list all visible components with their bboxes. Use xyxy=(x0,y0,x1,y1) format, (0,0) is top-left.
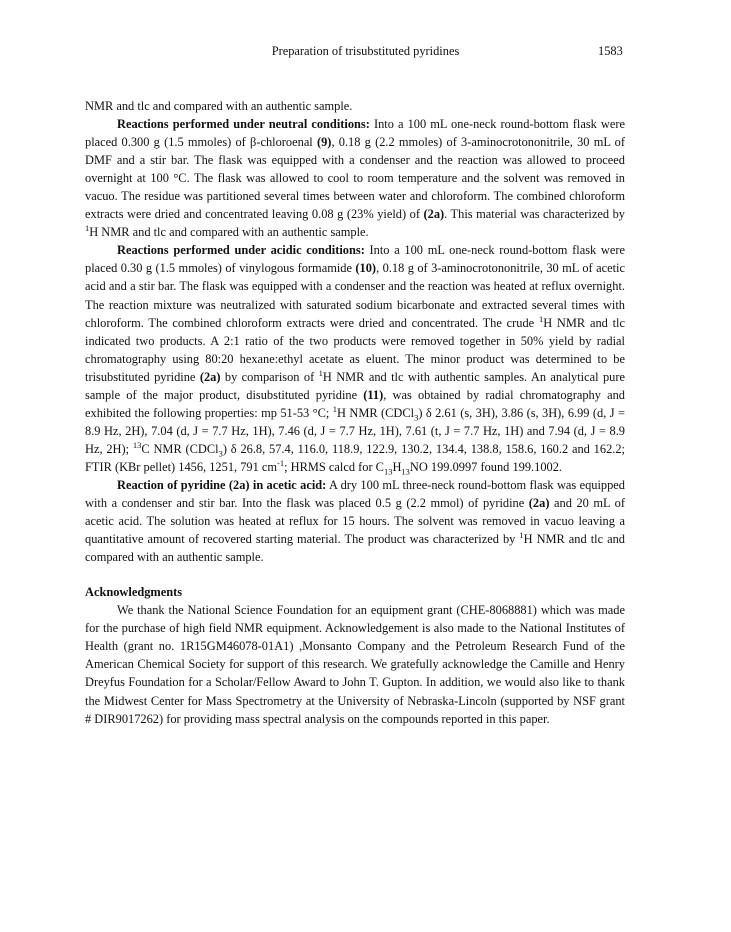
compound-ref: (11) xyxy=(363,387,384,402)
compound-ref: (2a) xyxy=(423,207,445,222)
compound-ref: (10) xyxy=(355,261,377,276)
paragraph-neutral-conditions: Reactions performed under neutral conditions: Into a 100 mL one-neck round-bottom flask were placed 0.300 g (1.5 mmoles) of β-chloroenal (9), 0.18 g (2.2 mmoles) of 3-aminocrotononitrile, 30 mL of DMF and a stir bar. The flask was equipped with a condenser and the reaction was allowed to proceed overnight at 100 °C. The flask was allowed to cool to room temperature and the solvent was removed in vacuo. The residue was partitioned several times between water and chloroform. The combined chloroform extracts were dried and concentrated leaving 0.08 g (23% yield) of (2a). This material was characterized by $^1$H NMR and tlc and compared with an authentic sample. xyxy=(85,117,625,240)
section-heading-neutral: Reactions performed under neutral conditions: xyxy=(117,117,370,132)
acknowledgments-text: We thank the National Science Foundation for an equipment grant (CHE-8068881) which was made for the purchase of high field NMR equipment. Acknowledgement is also made to the National Institutes of Health (grant no. 1R15GM46078-01A1) ,Monsanto Company and the Petroleum Research Fund of the American Chemical Society for support of this research. We gratefully acknowledge the Camille and Henry Dreyfus Foundation for a Scholar/Fellow Award to John T. Gupton. In addition, we would also like to thank the Midwest Center for Mass Spectrometry at the University of Nebraska-Lincoln (supported by NSF grant # DIR9017262) for providing mass spectral analysis on the compounds reported in this paper. xyxy=(85,603,625,726)
compound-ref: (9) xyxy=(316,135,332,150)
page-number: 1583 xyxy=(598,44,623,58)
continued-text: NMR and tlc and compared with an authentic sample. xyxy=(85,99,353,113)
section-heading-acidic: Reactions performed under acidic conditions: xyxy=(117,243,365,258)
compound-ref: (2a) xyxy=(199,369,221,384)
running-header-title: Preparation of trisubstituted pyridines xyxy=(271,44,460,58)
section-heading-pyridine: Reaction of pyridine (2a) in acetic acid: xyxy=(117,477,327,492)
paragraph-acidic-conditions: Reactions performed under acidic conditions: Into a 100 mL one-neck round-bottom flask were placed 0.30 g (1.5 mmoles) of vinylogous formamide (10), 0.18 g of 3-aminocrotononitrile, 30 mL of acetic acid and a stir bar. The flask was equipped with a condenser and the reaction was heated at reflux overnight. The reaction mixture was neutralized with saturated sodium bicarbonate and extracted several times with chloroform. The combined chloroform extracts were dried and concentrated. The crude $^1$H NMR and tlc indicated two products. A 2:1 ratio of the two products were removed together in 50% yield by radial chromatography using 80:20 hexane:ethyl acetate as eluent. The minor product was determined to be trisubstituted pyridine (2a) by comparison of $^1$H NMR and tlc with authentic samples. An analytical pure sample of the major product, disubstituted pyridine (11), was obtained by radial chromatography and exhibited the following properties: mp 51-53 °C; $^1$H NMR (CDCl$_3$) δ 2.61 (s, 3H), 3.86 (s, 3H), 6.99 (d, J = 8.9 Hz, 2H), 7.04 (d, J = 7.7 Hz, 1H), 7.46 (d, J = 7.7 Hz, 1H), 7.61 (t, J = 7.7 Hz, 1H) and 7.94 (d, J = 8.9 Hz, 2H); $^{13}$C NMR (CDCl$_3$) δ 26.8, 57.4, 116.0, 118.9, 122.9, 130.2, 134.4, 138.8, 158.6, 160.2 and 162.2; FTIR (KBr pellet) 1456, 1251, 791 $cm^{-1}$; HRMS calcd for $C_{13}H_{13}NO$ 199.0997 found 199.1002. xyxy=(85,243,626,477)
article-body xyxy=(85,97,625,728)
acknowledgments-heading: Acknowledgments xyxy=(85,585,183,600)
compound-ref: (2a) xyxy=(528,496,550,511)
paragraph-pyridine-acetic-acid: Reaction of pyridine (2a) in acetic acid: A dry 100 mL three-neck round-bottom flask was equipped with a condenser and stir bar. Into the flask was placed 0.5 g (2.2 mmol) of pyridine (2a) and 20 mL of acetic acid. The solution was heated at reflux for 15 hours. The solvent was removed in vacuo leaving a quantitative amount of recovered starting material. The product was characterized by $^1$H NMR and tlc and compared with an authentic sample. xyxy=(85,477,625,565)
